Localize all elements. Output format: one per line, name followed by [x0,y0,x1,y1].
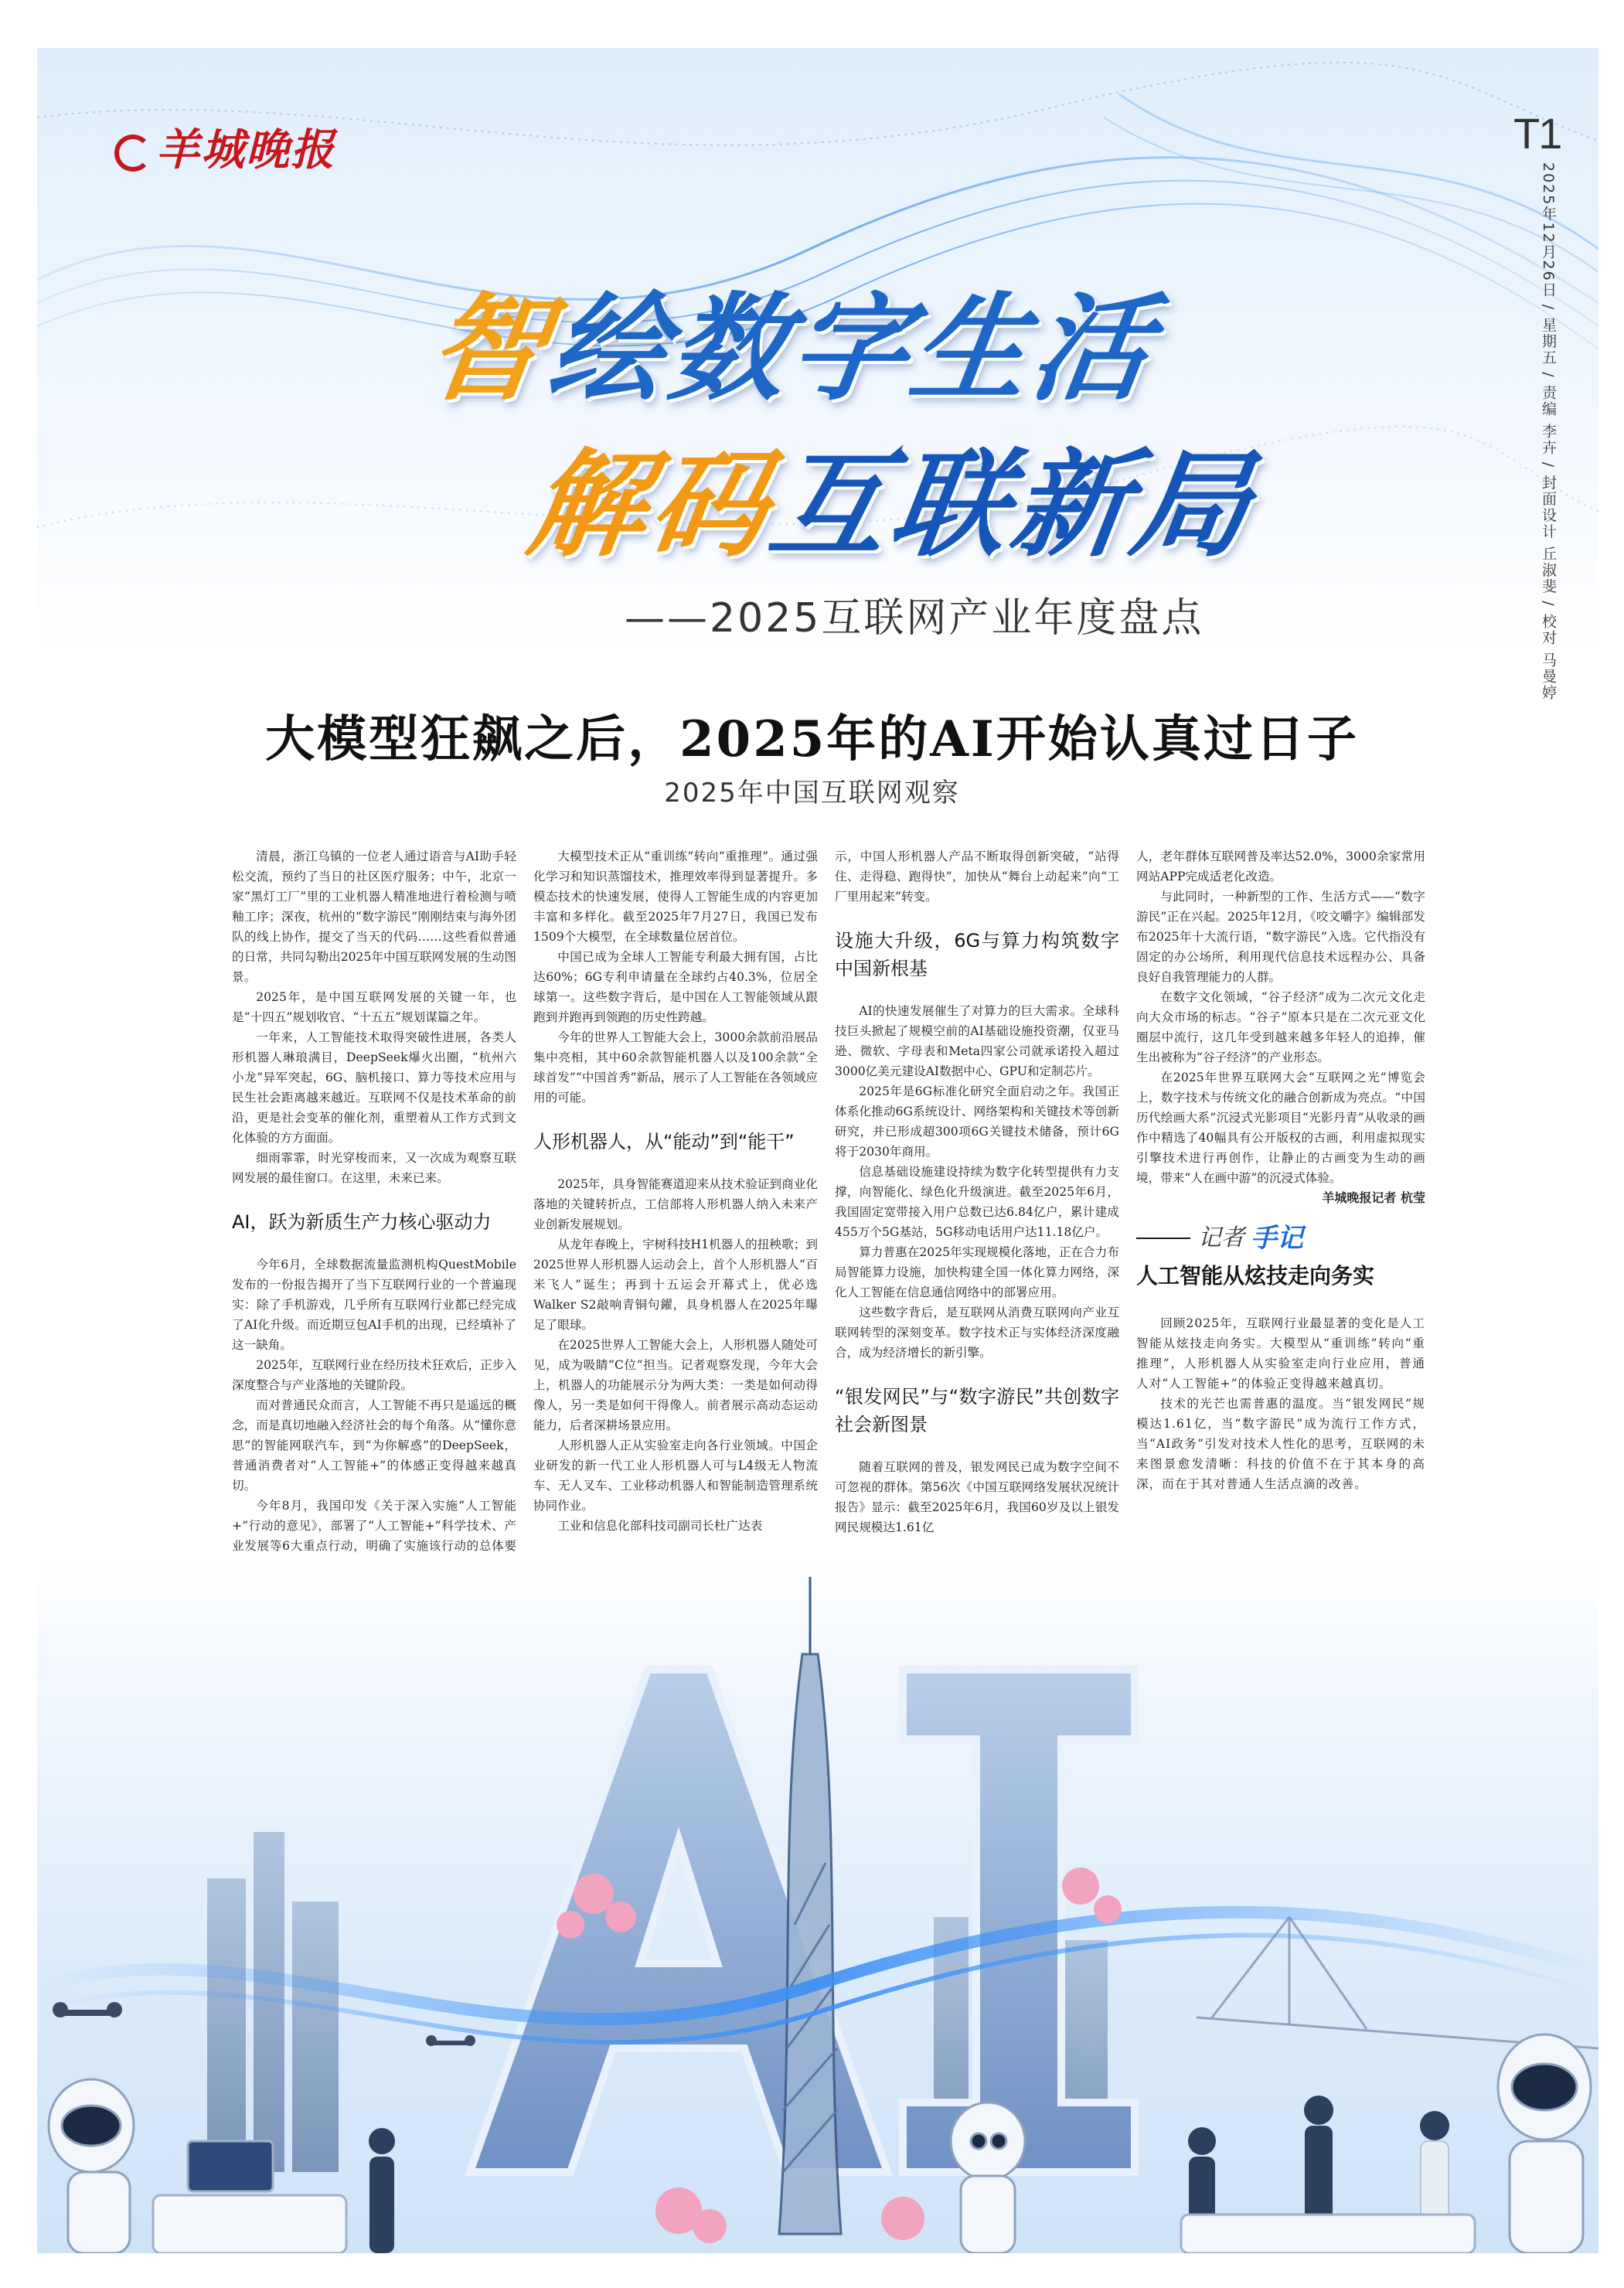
section-heading: 人形机器人，从“能动”到“能干” [533,1131,795,1153]
paragraph: 今年6月，全球数据流量监测机构QuestMobile发布的一份报告揭开了当下互联网行业的一个普遍现实：除了手机游戏，几乎所有互联网行业都已经完成了AI化升级。而近期豆包AI手机的出现，已经填补了这一缺角。 [232,1258,516,1352]
headline1-rest: 绘数字生活 [540,282,1163,417]
edition-meta: 2025年12月26日 / 星期五 / 责编 李卉 / 封面设计 丘淑斐 / 校对 马曼婷 [1540,162,1557,701]
headline2-rest: 互联新局 [761,438,1264,573]
article-title: 大模型狂飙之后，2025年的AI开始认真过日子 [265,710,1359,768]
headline2-accent: 解码 [520,438,781,573]
article-column-4 [1136,846,1425,1494]
paragraph: 示，中国人形机器人产品不断取得创新突破，“站得住、走得稳、跑得快”，加快从“舞台上动起来”向“工厂里用起来”转变。 [835,849,1119,904]
robot-center [951,2102,1025,2253]
article-column-2 [533,846,818,1536]
paragraph: 一年来，人工智能技术取得突破性进展，各类人形机器人琳琅满目，DeepSeek爆火出圈，“杭州六小龙”异军突起，6G、脑机接口、算力等技术应用与民生社会距离越来越近。互联网不仅是技术革命的前沿，更是社会变革的催化剂，重塑着从工作方式到文化体验的方方面面。 [232,1030,516,1145]
paragraph: 在2025年世界互联网大会“互联网之光”博览会上，数字技术与传统文化的融合创新成为亮点。“中国历代绘画大系”沉浸式光影项目“光影丹青”从收录的画作中精选了40幅具有公开版权的古画，利用虚拟现实引擎技术进行再创作，让静止的古画变为生动的画境，带来“人在画中游”的沉浸式体验。 [1136,1071,1425,1185]
paragraph: 技术的光芒也需普惠的温度。当“银发网民”规模达1.61亿，当“数字游民”成为流行工作方式，当“AI政务”引发对技术人性化的思考，互联网的未来图景愈发清晰：科技的价值不在于其本身的高深，而在于其对普通人生活点滴的改善。 [1136,1397,1425,1491]
paragraph: 2025年是6G标准化研究全面启动之年。我国正体系化推动6G系统设计、网络架构和关键技术等创新研究，并已形成超300项6G关键技术储备，预计6G将于2030年商用。 [835,1084,1119,1159]
cover-subtitle: ——2025互联网产业年度盘点 [625,595,1204,642]
paragraph: 而对普通民众而言，人工智能不再只是遥远的概念，而是真切地融入经济社会的每个角落。从“懂你意思”的智能网联汽车，到“为你解惑”的DeepSeek，普通消费者对“人工智能+”的体感正变得越来越真切。 [232,1398,516,1493]
cover-headline-line1 [420,255,1166,422]
article-column-1 [232,846,516,1576]
paragraph: 今年的世界人工智能大会上，3000余款前沿展品集中亮相，其中60余款智能机器人以及100余款“全球首发”“中国首秀”新品，展示了人工智能在各领域应用的可能。 [533,1030,818,1105]
paragraph: 回顾2025年，互联网行业最显著的变化是人工智能从炫技走向务实。大模型从“重训练”转向“重推理”，人形机器人从实验室走向行业应用，普通人对“人工智能+”的体验正变得越来越真切。 [1136,1316,1425,1391]
divider [1136,1238,1190,1239]
reporter-notes-tag [1136,1223,1425,1254]
paragraph: 2025年，是中国互联网发展的关键一年，也是“十四五”规划收官、“十五五”规划谋篇之年。 [232,990,516,1024]
paragraph: 在数字文化领域，“谷子经济”成为二次元文化走向大众市场的标志。“谷子”原本只是在二次元亚文化圈层中流行，这几年受到越来越多年轻人的追捧，催生出被称为“谷子经济”的产业形态。 [1136,990,1425,1064]
paragraph: 信息基础设施建设持续为数字化转型提供有力支撑，向智能化、绿色化升级演进。截至2025年6月，我国固定宽带接入用户总数已达6.84亿户，累计建成455万个5G基站，5G移动电话用户达11.18亿户。 [835,1165,1119,1239]
paragraph: 清晨，浙江乌镇的一位老人通过语音与AI助手轻松交流，预约了当日的社区医疗服务；中午，北京一家“黑灯工厂”里的工业机器人精准地进行着检测与喷釉工序；深夜，杭州的“数字游民”刚刚结束与海外团队的线上协作，提交了当天的代码……这些看似普通的日常，共同勾勒出2025年中国互联网发展的生动图景。 [232,849,516,984]
paragraph: 从龙年春晚上，宇树科技H1机器人的扭秧歌；到2025世界人形机器人运动会上，首个人形机器人“百米飞人”诞生；再到十五运会开幕式上，优必选Walker S2敲响青铜句鑃，具身机器人在2025年曝足了眼球。 [533,1238,818,1332]
article-column-3 [835,846,1119,1537]
notes-tag-label-2: 手记 [1251,1223,1303,1254]
illustration-graphic [37,1554,1598,2253]
paragraph: 中国已成为全球人工智能专利最大拥有国，占比达60%；6G专利申请量在全球约占40.3%，位居全球第一。这些数字背后，是中国在人工智能领域从跟跑到并跑再到领跑的历史性跨越。 [533,950,818,1024]
paragraph: AI的快速发展催生了对算力的巨大需求。全球科技巨头掀起了规模空前的AI基础设施投资潮，仅亚马逊、微软、字母表和Meta四家公司就承诺投入超过3000亿美元建设AI数据中心、GPU和定制芯片。 [835,1004,1119,1078]
notes-tag-label-1: 记者 [1198,1224,1244,1251]
page-number: T1 [1513,109,1561,158]
paragraph: 人，老年群体互联网普及率达52.0%，3000余家常用网站APP完成适老化改造。 [1136,849,1425,884]
article-subtitle: 2025年中国互联网观察 [664,778,960,809]
paragraph: 细雨霏霏，时光穿梭而来，又一次成为观察互联网发展的最佳窗口。在这里，未来已来。 [232,1151,516,1185]
paragraph: 人形机器人正从实验室走向各行业领域。中国企业研发的新一代工业人形机器人可与L4级无人物流车、无人叉车、工业移动机器人和智能制造管理系统协同作业。 [533,1439,818,1513]
section-heading: AI，跃为新质生产力核心驱动力 [232,1211,492,1233]
section-heading: “银发网民”与“数字游民”共创数字社会新图景 [835,1386,1119,1435]
logo-swoosh-icon [114,134,152,172]
paragraph: 2025年，互联网行业在经历技术狂欢后，正步入深度整合与产业落地的关键阶段。 [232,1358,516,1392]
paragraph: 今年8月，我国印发《关于深入实施“人工智能+”行动的意见》，部署了“人工智能+”科学技术、产业发展等6大重点行动，明确了实施该行动的总体要 [232,1499,516,1553]
paragraph: 大模型技术正从“重训练”转向“重推理”。通过强化学习和知识蒸馏技术，推理效率得到显著提升。多模态技术的快速发展，使得人工智能生成的内容更加丰富和多样化。截至2025年7月27日，我国已发布1509个大模型，在全球数量位居首位。 [533,849,818,944]
paragraph: 工业和信息化部科技司副司长杜广达表 [557,1519,763,1533]
robot-left [49,2079,134,2253]
paragraph: 这些数字背后，是互联网从消费互联网向产业互联网转型的深刻变革。数字技术正与实体经济深度融合，成为经济增长的新引擎。 [835,1306,1119,1360]
paragraph: 与此同时，一种新型的工作、生活方式——“数字游民”正在兴起。2025年12月，《咬文嚼字》编辑部发布2025年十大流行语，“数字游民”入选。它代指没有固定的办公场所，利用现代信息技术远程办公、具备良好自我管理能力的人群。 [1136,890,1425,984]
cover-headline-line2 [520,411,1267,578]
headline1-accent: 智 [420,282,560,417]
byline: 羊城晚报记者 杭莹 [1322,1190,1425,1205]
paragraph: 2025年，具身智能赛道迎来从技术验证到商业化落地的关键转折点，工信部将人形机器人纳入未来产业创新发展规划。 [533,1177,818,1231]
paragraph: 算力普惠在2025年实现规模化落地，正在合力布局智能算力设施，加快构建全国一体化算力网络，深化人工智能在信息通信网络中的部署应用。 [835,1245,1119,1299]
logo-text: 羊城晚报 [156,124,335,175]
paragraph: 在2025世界人工智能大会上，人形机器人随处可见，成为吸睛“C位”担当。记者观察发现，今年大会上，机器人的功能展示分为两大类：一类是如何动得像人，另一类是如何干得像人。前者展示高动态运动能力，后者深耕场景应用。 [533,1338,818,1432]
cover-banner [37,48,1598,659]
masthead-logo [114,116,335,178]
notes-title: 人工智能从炫技走向务实 [1136,1263,1375,1289]
robot-right [1498,2034,1591,2253]
section-heading: 设施大升级，6G与算力构筑数字中国新根基 [835,930,1119,979]
paragraph: 随着互联网的普及，银发网民已成为数字空间不可忽视的群体。第56次《中国互联网络发展状况统计报告》显示：截至2025年6月，我国60岁及以上银发网民规模达1.61亿 [835,1460,1119,1534]
ai-city-illustration [37,1554,1598,2253]
canton-tower [779,1577,841,2234]
